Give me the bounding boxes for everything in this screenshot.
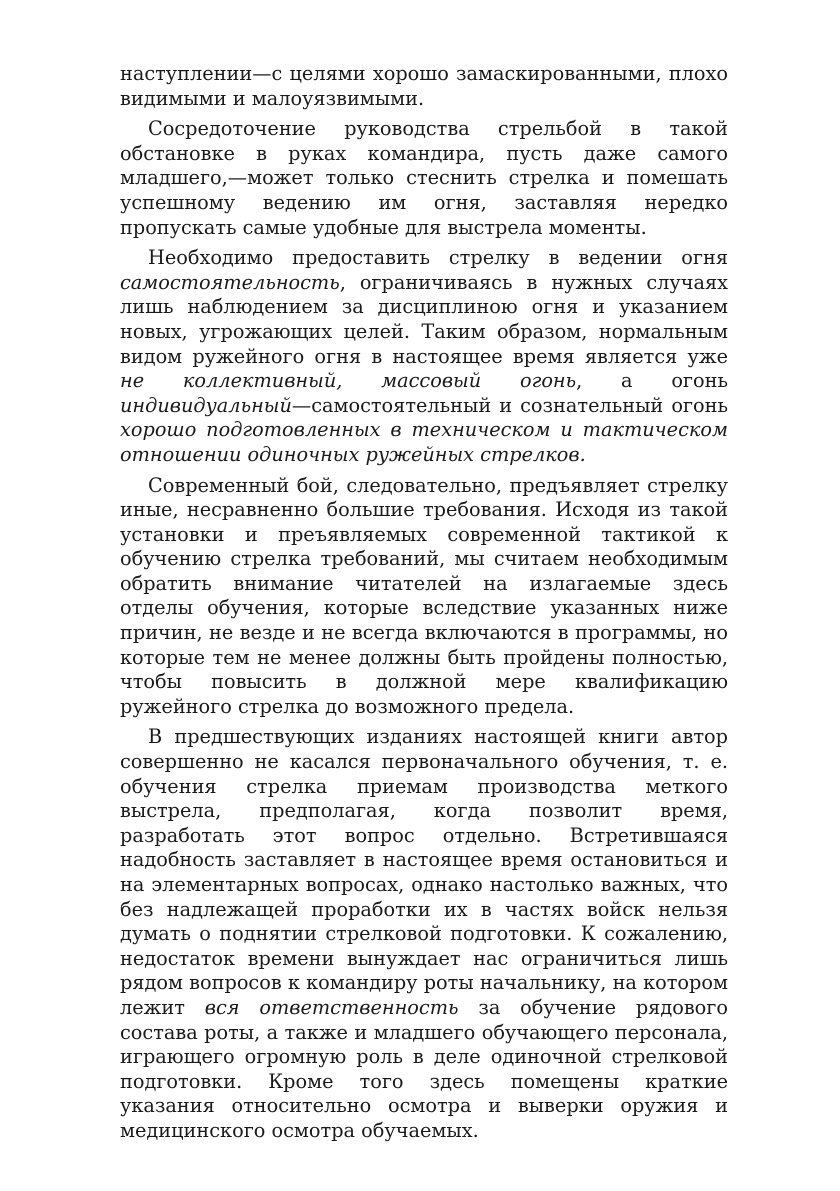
paragraph-3-text-1: Необходимо предоставить стрелку в ведении огня <box>148 246 728 270</box>
paragraph-5-text-2: за обучение рядового состава роты, а также и младшего обучающего персонала, играющего огромную роль в деле одиночной стрелковой подготовки. Кроме того здесь помещены краткие указания относительно осмотра и выверки оружия и медицинского осмотра обучаемых. <box>120 995 728 1142</box>
paragraph-3-italic-1: самостоятельность <box>120 270 340 294</box>
paragraph-2 <box>120 117 728 240</box>
paragraph-3-text-4: —самостоятельный и сознательный огонь <box>291 393 728 417</box>
paragraph-4 <box>120 474 728 720</box>
paragraph-1 <box>120 62 728 111</box>
paragraph-5-text-1: В предшествующих изданиях настоящей книги автор совершенно не касался первоначального обучения, т. е. обучения стрелка приемам производства меткого выстрела, предполагая, когда позволит время, разработать этот вопрос отдельно. Встретившаяся надобность заставляет в настоящее время остановиться и на элементарных вопросах, однако настолько важных, что без надлежащей проработки их в частях войск нельзя думать о поднятии стрелковой подготовки. К сожалению, недостаток времени вынуждает нас ограничиться лишь рядом вопросов к командиру роты начальнику, на котором лежит <box>120 725 728 1019</box>
paragraph-5 <box>120 725 728 1143</box>
paragraph-4-text: Современный бой, следовательно, предъявляет стрелку иные, несравненно большие требования. Исходя из такой установки и преъявляемых современной тактикой к обучению стрелка требований, мы считаем необходимым обратить внимание читателей на излагаемые здесь отделы обучения, которые вследствие указанных ниже причин, не везде и не всегда включаются в программы, но которые тем не менее должны быть пройдены полностью, чтобы повысить в должной мере квалификацию ружейного стрелка до возможного предела. <box>120 473 728 718</box>
paragraph-3-text-3: , а огонь <box>576 369 728 393</box>
paragraph-3-text-2: , ограничиваясь в нужных случаях лишь наблюдением за дисциплиною огня и указанием новых, угрожающих целей. Таким образом, нормальным видом ружейного огня в настоящее время является уже <box>120 270 728 368</box>
paragraph-5-italic-1: вся ответственность <box>204 995 459 1019</box>
paragraph-3 <box>120 246 728 467</box>
document-page <box>120 62 728 1150</box>
paragraph-3-italic-2: не коллективный, массовый огонь <box>120 369 577 393</box>
paragraph-3-italic-3: индивидуальный <box>120 393 292 417</box>
paragraph-3-italic-4: хорошо подготовленных в техническом и тактическом отношении одиночных ружейных стрелков. <box>120 418 728 466</box>
paragraph-2-text: Сосредоточение руководства стрельбой в такой обстановке в руках командира, пусть даже самого младшего,—может только стеснить стрелка и помешать успешному ведению им огня, заставляя нередко пропускать самые удобные для выстрела моменты. <box>120 117 728 239</box>
paragraph-1-text: наступлении—с целями хорошо замаскированными, плохо видимыми и малоуязвимыми. <box>120 62 728 110</box>
